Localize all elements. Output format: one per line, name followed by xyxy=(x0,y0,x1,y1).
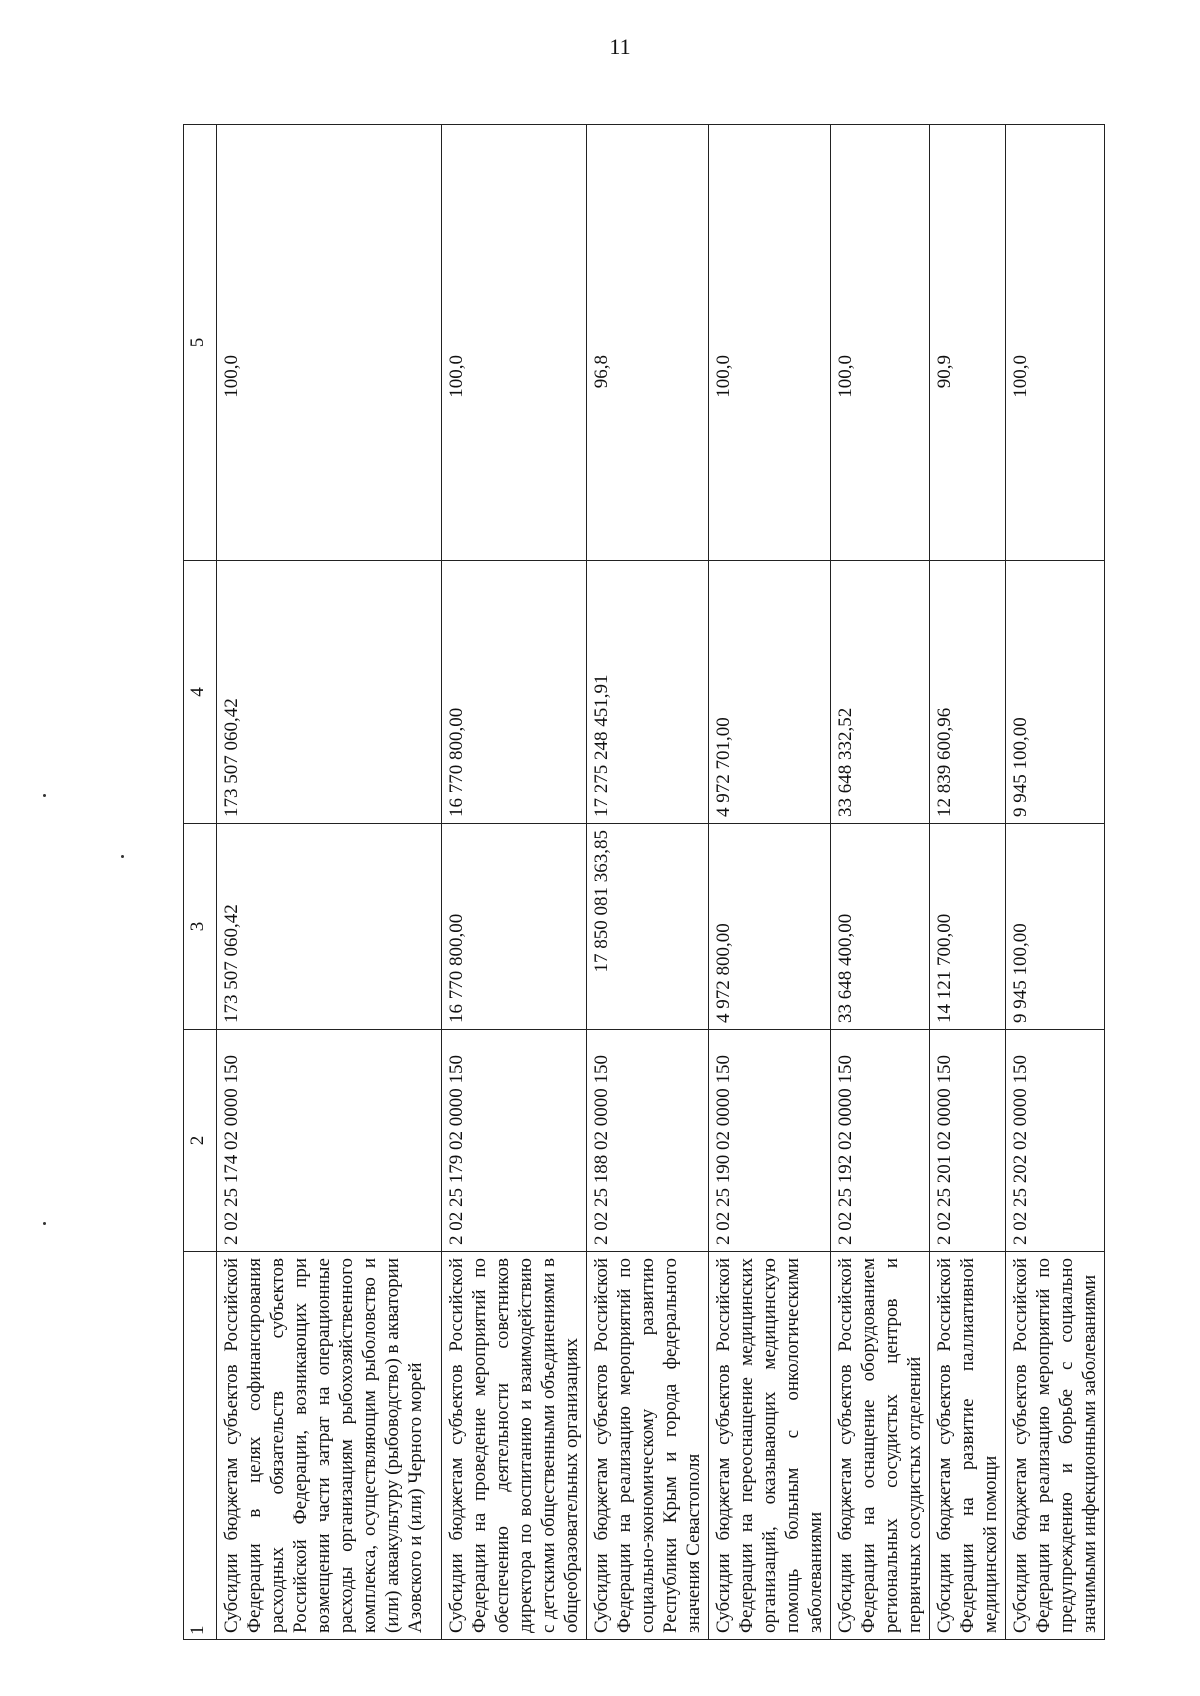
rotated-table-area xyxy=(183,125,1100,1640)
percent-cell: 96,8 xyxy=(587,125,709,561)
planned-cell: 33 648 400,00 xyxy=(831,824,930,1030)
planned-cell: 16 770 800,00 xyxy=(442,824,587,1030)
description-cell: Субсидии бюджетам субъектов Российской Федерации на реализацию мероприятий по предупреждению и борьбе с социально значимыми инфекционными заболеваниями xyxy=(1006,1252,1105,1640)
table-wrap xyxy=(183,125,1100,1640)
code-cell: 2 02 25 179 02 0000 150 xyxy=(442,1030,587,1252)
percent-cell: 100,0 xyxy=(442,125,587,561)
percent-cell: 100,0 xyxy=(217,125,442,561)
description-cell: Субсидии бюджетам субъектов Российской Федерации на развитие паллиативной медицинской помощи xyxy=(930,1252,1006,1640)
scan-speck xyxy=(121,855,124,858)
table-row xyxy=(930,125,1006,1640)
code-cell: 2 02 25 190 02 0000 150 xyxy=(709,1030,831,1252)
description-cell: Субсидии бюджетам субъектов Российской Федерации на оснащение оборудованием региональных сосудистых центров и первичных сосудистых отделений xyxy=(831,1252,930,1640)
table-row xyxy=(1006,125,1105,1640)
percent-cell: 90,9 xyxy=(930,125,1006,561)
executed-cell: 9 945 100,00 xyxy=(1006,561,1105,824)
table-row xyxy=(442,125,587,1640)
code-cell: 2 02 25 174 02 0000 150 xyxy=(217,1030,442,1252)
scan-speck xyxy=(43,794,46,797)
description-cell: Субсидии бюджетам субъектов Российской Федерации на проведение мероприятий по обеспечению деятельности советников директора по воспитанию и взаимодействию с детскими общественными объединениями в общеобразовательных организациях xyxy=(442,1252,587,1640)
header-cell-2: 2 xyxy=(184,1030,217,1252)
planned-cell: 17 850 081 363,85 xyxy=(587,824,709,1030)
executed-cell: 16 770 800,00 xyxy=(442,561,587,824)
planned-cell: 14 121 700,00 xyxy=(930,824,1006,1030)
table-row xyxy=(217,125,442,1640)
header-cell-4: 4 xyxy=(184,561,217,824)
header-cell-5: 5 xyxy=(184,125,217,561)
percent-cell: 100,0 xyxy=(709,125,831,561)
code-cell: 2 02 25 202 02 0000 150 xyxy=(1006,1030,1105,1252)
page-number: 11 xyxy=(609,34,631,59)
code-cell: 2 02 25 188 02 0000 150 xyxy=(587,1030,709,1252)
table-row xyxy=(587,125,709,1640)
executed-cell: 33 648 332,52 xyxy=(831,561,930,824)
table-row xyxy=(831,125,930,1640)
header-row xyxy=(184,125,217,1640)
header-cell-1: 1 xyxy=(184,1252,217,1640)
executed-cell: 173 507 060,42 xyxy=(217,561,442,824)
planned-cell: 173 507 060,42 xyxy=(217,824,442,1030)
header-cell-3: 3 xyxy=(184,824,217,1030)
table-row xyxy=(709,125,831,1640)
executed-cell: 17 275 248 451,91 xyxy=(587,561,709,824)
description-cell: Субсидии бюджетам субъектов Российской Федерации в целях софинансирования расходных обязательств субъектов Российской Федерации, возникающих при возмещении части затрат на операционные расходы организациям рыбохозяйственного комплекса, осуществляющим рыболовство и (или) аквакультуру (рыбоводство) в акватории Азовского и (или) Черного морей xyxy=(217,1252,442,1640)
description-cell: Субсидии бюджетам субъектов Российской Федерации на реализацию мероприятий по социально-экономическому развитию Республики Крым и города федерального значения Севастополя xyxy=(587,1252,709,1640)
planned-cell: 4 972 800,00 xyxy=(709,824,831,1030)
description-cell: Субсидии бюджетам субъектов Российской Федерации на переоснащение медицинских организаций, оказывающих медицинскую помощь больным с онкологическими заболеваниями xyxy=(709,1252,831,1640)
percent-cell: 100,0 xyxy=(1006,125,1105,561)
planned-cell: 9 945 100,00 xyxy=(1006,824,1105,1030)
percent-cell: 100,0 xyxy=(831,125,930,561)
code-cell: 2 02 25 201 02 0000 150 xyxy=(930,1030,1006,1252)
subsidies-table xyxy=(183,124,1105,1640)
executed-cell: 12 839 600,96 xyxy=(930,561,1006,824)
executed-cell: 4 972 701,00 xyxy=(709,561,831,824)
scan-speck xyxy=(43,1222,46,1225)
code-cell: 2 02 25 192 02 0000 150 xyxy=(831,1030,930,1252)
